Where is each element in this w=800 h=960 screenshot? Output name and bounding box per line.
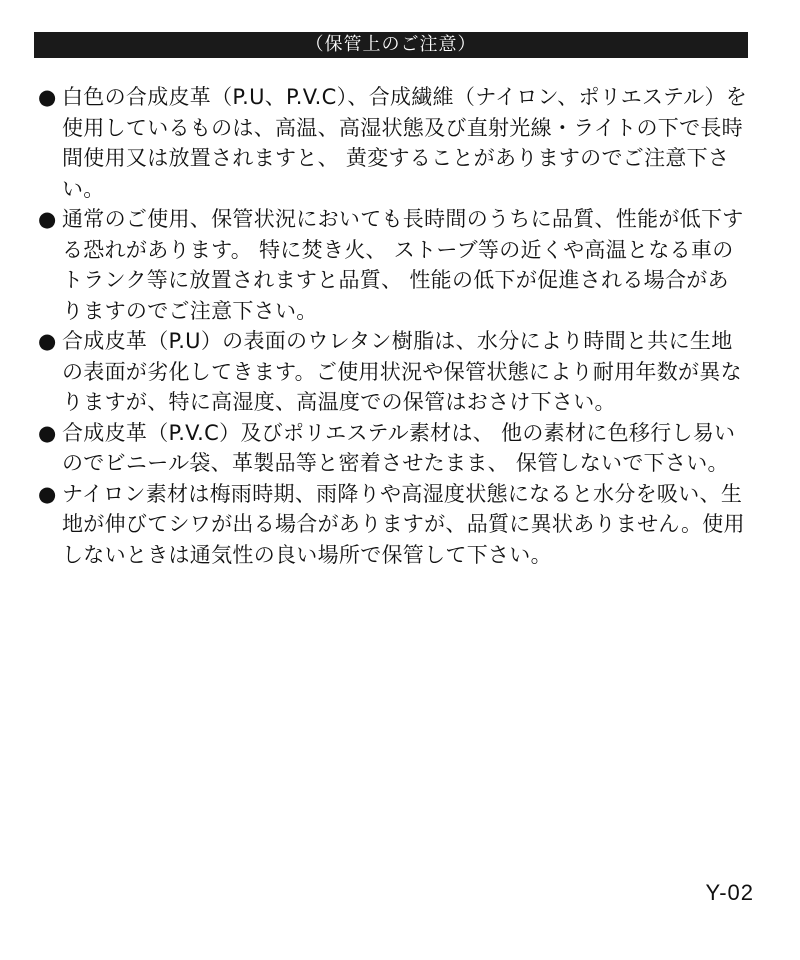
caution-item-pvc-polyester [38, 418, 750, 479]
caution-item-pu-leather [38, 326, 750, 418]
caution-item-white-synthetic [38, 82, 750, 204]
bullet-icon: ● [38, 85, 57, 109]
caution-item-nylon [38, 479, 750, 571]
section-title: （保管上のご注意） [305, 34, 477, 55]
caution-text: 通常のご使用、保管状況においても長時間のうちに品質、性能が低下する恐れがあります。 特に焚き火、 ストーブ等の近くや高温となる車のトランク等に放置されますと品質、 性能の低下が促進される場合がありますのでご注意下さい。 [62, 207, 744, 323]
bullet-icon: ● [38, 481, 57, 506]
caution-item-long-term-storage [38, 204, 750, 326]
section-title-bar [34, 32, 748, 58]
page-code: Y-02 [705, 880, 754, 905]
caution-text: ナイロン素材は梅雨時期、雨降りや高湿度状態になると水分を吸い、生地が伸びてシワが出る場合がありますが、品質に異状ありません。使用しないときは通気性の良い場所で保管して下さい。 [62, 481, 745, 567]
caution-list [38, 82, 750, 570]
bullet-icon: ● [38, 207, 57, 231]
caution-text: 合成皮革（P.U）の表面のウレタン樹脂は、水分により時間と共に生地の表面が劣化してきます。ご使用状況や保管状態により耐用年数が異なりますが、特に高湿度、高温度での保管はおさけ下さい。 [62, 329, 742, 414]
bullet-icon: ● [38, 420, 57, 445]
caution-text: 合成皮革（P.V.C）及びポリエステル素材は、 他の素材に色移行し易いのでビニール袋、革製品等と密着させたまま、 保管しないで下さい。 [62, 420, 736, 475]
bullet-icon: ● [38, 329, 57, 353]
caution-text: 白色の合成皮革（P.U、P.V.C）、合成繊維（ナイロン、ポリエステル）を使用しているものは、高温、高湿状態及び直射光線・ライトの下で長時間使用又は放置されますと、 黄変することがありますのでご注意下さい。 [62, 85, 748, 201]
